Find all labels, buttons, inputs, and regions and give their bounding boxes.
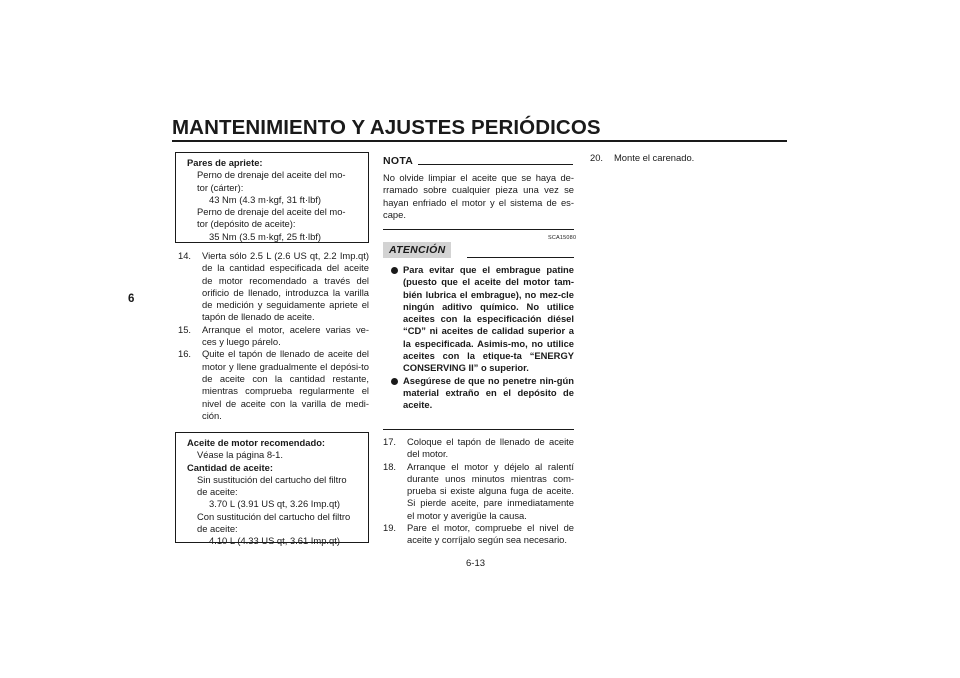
- step-text: Pare el motor, compruebe el nivel de aceite y corríjalo según sea necesario.: [407, 522, 574, 546]
- oil-spec-box: [175, 432, 369, 547]
- oil-box-value: 3.70 L (3.91 US qt, 3.26 Imp.qt): [209, 498, 340, 510]
- step-number: 17.: [383, 436, 397, 447]
- step-text: Monte el carenado.: [614, 152, 695, 163]
- caution-bullet: [391, 375, 574, 412]
- oil-box-line: Véase la página 8-1.: [197, 449, 284, 461]
- step-number: 20.: [590, 152, 604, 163]
- torque-box-line: Perno de drenaje del aceite del mo-: [197, 206, 346, 218]
- right-steps: [588, 152, 781, 164]
- nota-underline: [418, 164, 573, 165]
- torque-box-value: 43 Nm (4.3 m·kgf, 31 ft·lbf): [209, 193, 322, 205]
- step-text: Arranque el motor, acelere varias ve-ces y luego párelo.: [202, 323, 369, 348]
- page-title: MANTENIMIENTO Y AJUSTES PERIÓDICOS: [172, 116, 601, 139]
- caution-bullet: [391, 264, 574, 375]
- middle-steps: [381, 436, 574, 547]
- oil-box-value: 4.10 L (4.33 US qt, 3.61 Imp.qt): [209, 535, 340, 547]
- step-number: 15.: [178, 323, 192, 335]
- bullet-icon: [391, 267, 398, 274]
- caution-code: SCA15080: [548, 235, 577, 241]
- step-item: [381, 522, 574, 547]
- page-number: 6-13: [466, 558, 486, 569]
- step-item: [381, 461, 574, 522]
- nota-end-divider: [383, 229, 574, 230]
- step-item: [176, 348, 369, 422]
- step-item: [588, 152, 781, 164]
- oil-box-line: Sin sustitución del cartucho del filtro: [197, 473, 347, 485]
- oil-box-line: de aceite:: [197, 523, 238, 535]
- caution-bullet-text: Asegúrese de que no penetre nin-gún material extraño en el depósito de aceite.: [403, 374, 574, 411]
- step-text: Vierta sólo 2.5 L (2.6 US qt, 2.2 Imp.qt) de la cantidad especificada del aceite de motor recomendado a través del orificio de llenado, introduzca la varilla de medición y seguidamente apriete el tapón de llenado de aceite.: [202, 250, 369, 323]
- torque-box-value: 35 Nm (3.5 m·kgf, 25 ft·lbf): [209, 230, 322, 242]
- oil-box-title: Cantidad de aceite:: [187, 461, 273, 473]
- torque-box-line: tor (cárter):: [197, 181, 244, 193]
- caution-label: ATENCIÓN: [383, 242, 451, 258]
- step-item: [381, 436, 574, 461]
- step-number: 18.: [383, 460, 397, 472]
- torque-box-line: tor (depósito de aceite):: [197, 218, 296, 230]
- step-number: 14.: [178, 250, 192, 261]
- oil-box-line: de aceite:: [197, 486, 238, 498]
- caution-header-line: [467, 257, 574, 258]
- step-item: [176, 250, 369, 324]
- bullet-icon: [391, 378, 398, 385]
- caution-bullet-text: Para evitar que el embrague patine (puesto que el aceite del motor tam-bién lubrica el embrague), no mez-cle ningún aditivo químico. No utilice aceites con la especificación diésel “CD” ni aceites de calidad superior a la especificada. Asimis-mo, no utilice aceites con la etique-ta “ENERGY CONSERVING II” o superior.: [403, 264, 574, 374]
- chapter-tab: 6: [128, 293, 135, 305]
- torque-box-title: Pares de apriete:: [187, 157, 263, 168]
- step-number: 16.: [178, 348, 192, 360]
- step-item: [176, 324, 369, 349]
- caution-end-divider: [383, 429, 574, 430]
- oil-box-line: Con sustitución del cartucho del filtro: [197, 510, 351, 522]
- nota-text: No olvide limpiar el aceite que se haya de-rramado sobre cualquier pieza una vez se hayan enfriado el motor y el sistema de es-cape.: [383, 172, 574, 220]
- torque-spec-box: [175, 152, 369, 243]
- oil-box-title: Aceite de motor recomendado:: [187, 437, 326, 448]
- step-number: 19.: [383, 522, 397, 534]
- caution-bullets: [391, 264, 574, 412]
- left-steps: [176, 250, 369, 422]
- nota-label: NOTA: [383, 155, 414, 167]
- title-divider: [172, 140, 787, 142]
- nota-header: [383, 155, 573, 167]
- step-text: Arranque el motor y déjelo al ralentí durante unos minutos mientras com-prueba si existe alguna fuga de aceite. Si pierde aceite, pare inmediatamente el motor y averigüe la causa.: [407, 460, 574, 521]
- torque-box-line: Perno de drenaje del aceite del mo-: [197, 169, 346, 181]
- step-text: Quite el tapón de llenado de aceite del motor y llene gradualmente el depósi-to de aceite con la cantidad restante, mientras comprueba regularmente el nivel de aceite con la varilla de medi-ción.: [202, 348, 369, 421]
- step-text: Coloque el tapón de llenado de aceite del motor.: [407, 436, 574, 460]
